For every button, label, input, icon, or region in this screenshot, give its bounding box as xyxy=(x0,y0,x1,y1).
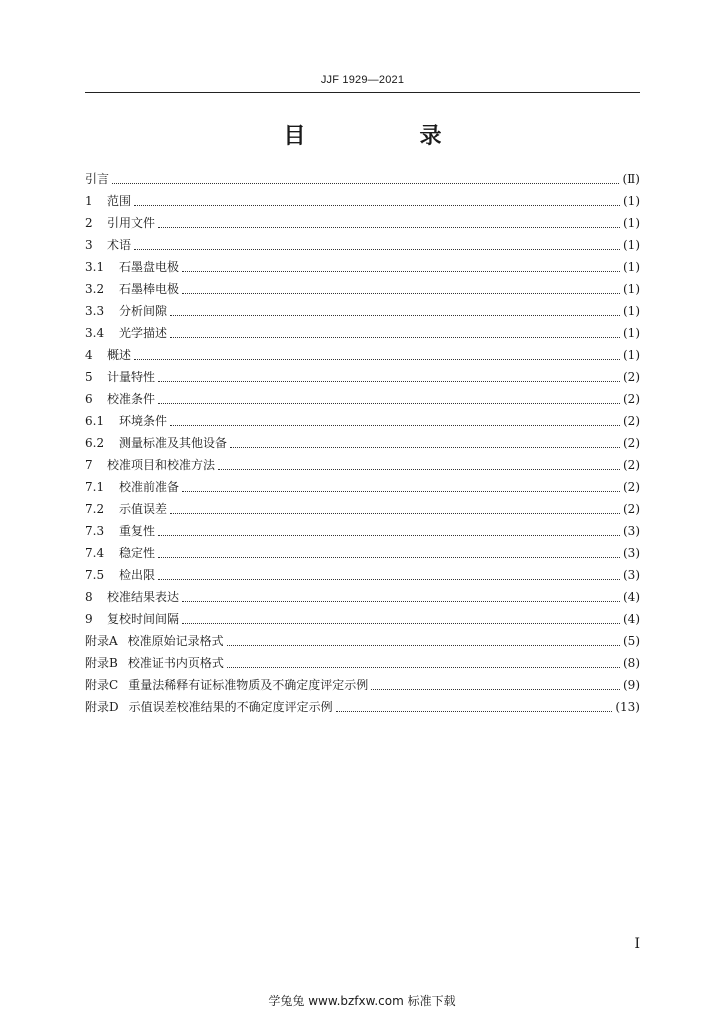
toc-entry-label: 校准证书内页格式 xyxy=(127,656,224,670)
toc-entry-page: (13) xyxy=(615,700,640,714)
toc-entry-label: 示值误差校准结果的不确定度评定示例 xyxy=(128,700,333,714)
toc-entry[interactable] xyxy=(85,388,640,410)
toc-entry-number: 1 xyxy=(85,194,93,208)
toc-entry-label: 范围 xyxy=(107,194,132,208)
toc-entry[interactable] xyxy=(85,542,640,564)
toc-entry-label: 概述 xyxy=(107,348,132,362)
dot-leader xyxy=(158,403,620,404)
dot-leader xyxy=(227,645,620,646)
dot-leader xyxy=(158,535,620,536)
toc-entry-page: (9) xyxy=(623,678,640,692)
dot-leader xyxy=(182,293,620,294)
toc-entry-label: 分析间隙 xyxy=(119,304,168,318)
toc-entry[interactable] xyxy=(85,344,640,366)
toc-entry[interactable] xyxy=(85,212,640,234)
toc-entry[interactable] xyxy=(85,454,640,476)
toc-entry-label: 光学描述 xyxy=(119,326,168,340)
toc-entry-page: (1) xyxy=(623,282,640,296)
toc-entry-number: 7.1 xyxy=(85,480,105,494)
toc-entry-number: 7.3 xyxy=(85,524,105,538)
toc-entry-number: 3.1 xyxy=(85,260,105,274)
toc-entry-number: 3.2 xyxy=(85,282,105,296)
toc-entry-page: (4) xyxy=(623,590,640,604)
toc-entry-page: (1) xyxy=(623,238,640,252)
toc-entry-page: (2) xyxy=(623,458,640,472)
toc-entry-number: 7.5 xyxy=(85,568,105,582)
toc-entry-label: 示值误差 xyxy=(119,502,168,516)
toc-entry[interactable] xyxy=(85,366,640,388)
toc-entry-page: (2) xyxy=(623,480,640,494)
toc-entry-label: 稳定性 xyxy=(119,546,156,560)
dot-leader xyxy=(218,469,620,470)
toc-entry[interactable] xyxy=(85,168,640,190)
toc-entry-page: (2) xyxy=(623,502,640,516)
dot-leader xyxy=(158,579,620,580)
toc-entry-number: 4 xyxy=(85,348,93,362)
toc-entry-label: 计量特性 xyxy=(107,370,156,384)
toc-entry-number: 7.2 xyxy=(85,502,105,516)
toc-entry[interactable] xyxy=(85,410,640,432)
toc-entry-page: (8) xyxy=(623,656,640,670)
page-title: 目 录 xyxy=(283,123,488,149)
toc-entry-label: 校准原始记录格式 xyxy=(127,634,224,648)
dot-leader xyxy=(158,381,620,382)
toc-entry-page: (3) xyxy=(623,568,640,582)
toc-entry[interactable] xyxy=(85,586,640,608)
toc-entry-page: (Ⅱ) xyxy=(622,172,640,186)
toc-entry-number: 3.3 xyxy=(85,304,105,318)
toc-entry-label: 复校时间间隔 xyxy=(107,612,180,626)
dot-leader xyxy=(170,425,620,426)
toc-entry-number: 附录A xyxy=(85,634,118,648)
toc-entry-number: 附录D xyxy=(85,700,119,714)
standard-code-header: JJF 1929—2021 xyxy=(320,74,405,86)
toc-entry-label: 检出限 xyxy=(119,568,156,582)
toc-entry[interactable] xyxy=(85,696,640,718)
toc-entry[interactable] xyxy=(85,190,640,212)
toc-entry[interactable] xyxy=(85,278,640,300)
toc-entry-label: 引用文件 xyxy=(107,216,156,230)
toc-entry-page: (4) xyxy=(623,612,640,626)
toc-entry[interactable] xyxy=(85,300,640,322)
dot-leader xyxy=(182,601,620,602)
dot-leader xyxy=(158,557,620,558)
toc-entry-page: (5) xyxy=(623,634,640,648)
dot-leader xyxy=(170,337,620,338)
toc-entry-page: (1) xyxy=(623,326,640,340)
dot-leader xyxy=(182,491,620,492)
toc-entry-number: 5 xyxy=(85,370,93,384)
toc-entry-number: 7 xyxy=(85,458,93,472)
footer-watermark: 学兔兔 www.bzfxw.com 标准下载 xyxy=(268,994,456,1008)
dot-leader xyxy=(371,689,620,690)
toc-entry-number: 3.4 xyxy=(85,326,105,340)
toc-entry-page: (3) xyxy=(623,546,640,560)
table-of-contents xyxy=(85,168,640,718)
toc-entry-label: 环境条件 xyxy=(119,414,168,428)
toc-entry-number: 7.4 xyxy=(85,546,105,560)
toc-entry-number: 2 xyxy=(85,216,93,230)
dot-leader xyxy=(112,183,619,184)
dot-leader xyxy=(134,359,620,360)
toc-entry-number: 6.1 xyxy=(85,414,105,428)
dot-leader xyxy=(182,271,620,272)
dot-leader xyxy=(134,249,620,250)
dot-leader xyxy=(230,447,620,448)
dot-leader xyxy=(158,227,620,228)
toc-entry[interactable] xyxy=(85,432,640,454)
toc-entry[interactable] xyxy=(85,498,640,520)
toc-entry-page: (3) xyxy=(623,524,640,538)
toc-entry-label: 重量法稀释有证标准物质及不确定度评定示例 xyxy=(128,678,369,692)
toc-entry-number: 3 xyxy=(85,238,93,252)
toc-entry-label: 校准结果表达 xyxy=(107,590,180,604)
toc-entry-page: (1) xyxy=(623,194,640,208)
toc-entry-label: 重复性 xyxy=(119,524,156,538)
toc-entry[interactable] xyxy=(85,652,640,674)
toc-entry-page: (1) xyxy=(623,304,640,318)
toc-entry[interactable] xyxy=(85,608,640,630)
toc-entry[interactable] xyxy=(85,520,640,542)
toc-entry[interactable] xyxy=(85,476,640,498)
dot-leader xyxy=(182,623,620,624)
toc-entry-page: (2) xyxy=(623,392,640,406)
toc-entry-label: 术语 xyxy=(107,238,132,252)
toc-entry-label: 石墨棒电极 xyxy=(119,282,180,296)
header-divider xyxy=(85,92,640,93)
toc-entry-page: (1) xyxy=(623,260,640,274)
toc-entry[interactable] xyxy=(85,234,640,256)
toc-entry-number: 6 xyxy=(85,392,93,406)
toc-entry-label: 测量标准及其他设备 xyxy=(119,436,228,450)
toc-entry-label: 校准条件 xyxy=(107,392,156,406)
toc-entry-page: (2) xyxy=(623,414,640,428)
toc-entry-page: (2) xyxy=(623,436,640,450)
dot-leader xyxy=(134,205,620,206)
toc-entry-page: (2) xyxy=(623,370,640,384)
toc-entry-label: 引言 xyxy=(85,172,110,186)
dot-leader xyxy=(227,667,620,668)
toc-entry[interactable] xyxy=(85,564,640,586)
toc-entry-page: (1) xyxy=(623,348,640,362)
page-number: I xyxy=(634,936,640,952)
dot-leader xyxy=(170,315,620,316)
toc-entry-number: 附录C xyxy=(85,678,119,692)
toc-entry-number: 8 xyxy=(85,590,93,604)
toc-entry[interactable] xyxy=(85,256,640,278)
toc-entry-page: (1) xyxy=(623,216,640,230)
toc-entry-label: 校准项目和校准方法 xyxy=(107,458,216,472)
toc-entry-label: 校准前准备 xyxy=(119,480,180,494)
toc-entry[interactable] xyxy=(85,674,640,696)
toc-entry-number: 9 xyxy=(85,612,93,626)
toc-entry-label: 石墨盘电极 xyxy=(119,260,180,274)
toc-entry-number: 6.2 xyxy=(85,436,105,450)
dot-leader xyxy=(336,711,613,712)
toc-entry[interactable] xyxy=(85,322,640,344)
dot-leader xyxy=(170,513,620,514)
toc-entry[interactable] xyxy=(85,630,640,652)
toc-entry-number: 附录B xyxy=(85,656,118,670)
